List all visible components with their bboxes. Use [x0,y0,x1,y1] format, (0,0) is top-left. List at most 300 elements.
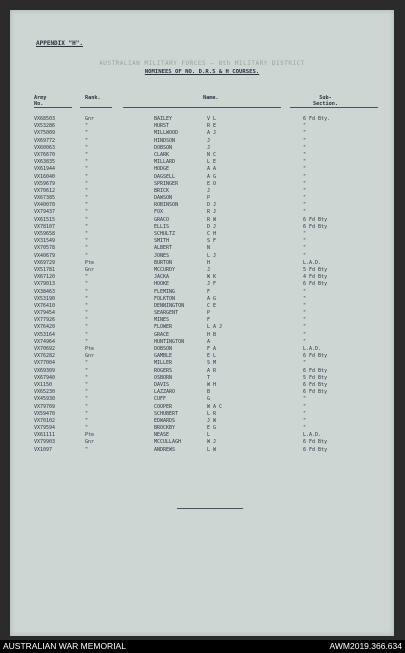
sub-section-cell: " [303,151,307,158]
rank-cell: " [85,389,89,396]
army-no-cell: VX69729 [34,259,56,266]
table-row [10,281,394,288]
sub-section-cell: " [303,396,307,403]
table-row [10,253,394,260]
initials-cell: T [207,374,211,381]
table-row [10,195,394,202]
table-row [10,339,394,346]
army-no-cell: VX40070 [34,202,56,209]
name-cell: ANDREWS [154,446,176,453]
initials-cell: W J [207,439,217,446]
sub-section-cell: " [303,295,307,302]
army-no-cell: VX59470 [34,410,56,417]
army-no-cell: VX74964 [34,338,56,345]
initials-cell: P [207,195,211,202]
sub-section-cell: " [303,324,307,331]
table-row [10,217,394,224]
table-row [10,188,394,195]
sub-section-cell: 6 Fd Bty [303,381,328,388]
initials-cell: L J [207,252,217,259]
initials-cell: V L [207,116,217,122]
army-no-cell: VX76282 [34,353,56,360]
army-no-cell: VX78107 [34,223,56,230]
army-no-cell: VX65230 [34,389,56,396]
initials-cell: R E [207,123,217,130]
army-no-cell: VX45930 [34,396,56,403]
sub-section-cell: " [303,245,307,252]
sub-section-cell: 6 Fd Bty [303,439,328,446]
initials-cell: L A J [207,324,223,331]
name-cell: GRACO [154,216,170,223]
initials-cell: L W [207,446,217,453]
sub-section-cell: " [303,317,307,324]
rank-cell: " [85,281,89,288]
sub-section-cell: " [303,209,307,216]
rank-cell: " [85,245,89,252]
table-row [10,382,394,389]
document-page [10,10,394,636]
header-rule-name [123,107,281,108]
army-no-cell: VX67940 [34,374,56,381]
army-no-cell: VX77004 [34,360,56,367]
initials-cell: S F [207,238,217,245]
rank-cell: Gnr [85,116,95,122]
rank-cell: Pte [85,259,95,266]
name-cell: MILLER [154,360,173,367]
table-row [10,166,394,173]
name-cell: SCHUBERT [154,410,179,417]
name-cell: FOLKTON [154,295,176,302]
rank-cell: Gnr [85,439,95,446]
initials-cell: F A [207,346,217,352]
sub-section-cell: " [303,144,307,151]
name-cell: SMITH [154,238,170,245]
sub-section-cell: " [303,187,307,194]
army-no-cell: VX79709 [34,403,56,410]
rank-cell: " [85,238,89,245]
army-no-cell: VX59679 [34,180,56,187]
name-cell: BRICK [154,187,170,194]
col-header-sub-section [313,95,338,107]
name-cell: DENNINGTON [154,302,185,309]
initials-cell: W K [207,274,217,281]
rank-cell: " [85,360,89,367]
letterhead-watermark: AUSTRALIAN MILITARY FORCES – 8th MILITARY DISTRICT [99,60,305,67]
rank-cell: " [85,324,89,331]
sub-section-cell: " [303,123,307,130]
name-cell: CUFF [154,396,167,403]
sub-section-cell: " [303,231,307,237]
initials-cell: J W [207,417,217,424]
table-row [10,375,394,382]
sub-section-cell: " [303,202,307,209]
initials-cell: C E [207,302,217,309]
sub-section-cell: L.A.D. [303,346,322,352]
army-no-cell: VX53190 [34,295,56,302]
rank-cell: " [85,137,89,144]
rank-cell: " [85,425,89,432]
sub-section-cell: 5 Fd Bty [303,266,328,273]
rank-cell: " [85,410,89,417]
name-cell: COOPER [154,403,173,410]
rank-cell: Pte [85,432,95,439]
initials-cell: A [207,338,211,345]
army-no-cell: VX79013 [34,281,56,288]
army-no-cell: VX61515 [34,216,56,223]
army-no-cell: VX53164 [34,331,56,338]
initials-cell: A G [207,173,217,180]
col-header-name: Name. [203,95,219,101]
sub-section-cell: 6 Fd Bty. [303,116,331,122]
initials-cell: L E [207,159,217,166]
army-no-cell: VX67120 [34,274,56,281]
table-row [10,310,394,317]
table-row [10,274,394,281]
name-cell: FLEMING [154,288,176,295]
initials-cell: W A C [207,403,223,410]
rank-cell: " [85,367,89,374]
table-row [10,181,394,188]
table-row [10,303,394,310]
rank-cell: " [85,223,89,230]
end-rule [177,508,243,509]
initials-cell: D J [207,202,217,209]
table-row [10,224,394,231]
table-row [10,368,394,375]
name-cell: ROBINSON [154,202,179,209]
table-row [10,245,394,252]
name-cell: MILLWOOD [154,130,179,137]
sub-section-cell: " [303,238,307,245]
army-no-cell: VX1150 [34,381,53,388]
archive-reference: AWM2019.366.634 [329,641,402,651]
sub-section-cell: " [303,173,307,180]
name-cell: OSBORN [154,374,173,381]
table-row [10,346,394,353]
name-cell: HURST [154,123,170,130]
col-header-army-no-line2: No. [34,101,44,107]
sub-section-cell: " [303,130,307,137]
initials-cell: R W [207,216,217,223]
name-cell: MILLARD [154,159,176,166]
rank-cell: " [85,274,89,281]
sub-section-cell: " [303,360,307,367]
army-no-cell: VX76420 [34,324,56,331]
rank-cell: " [85,302,89,309]
name-cell: NEASE [154,432,170,439]
sub-section-cell: 6 Fd Bty [303,216,328,223]
sub-section-cell: " [303,180,307,187]
col-header-sub-section-line2: Section. [313,101,338,107]
initials-cell: F [207,317,211,324]
initials-cell: S M [207,360,217,367]
table-row [10,267,394,274]
sub-section-cell: 6 Fd Bty [303,446,328,453]
army-no-cell: VX61944 [34,166,56,173]
rank-cell: " [85,187,89,194]
initials-cell: E G [207,425,217,432]
army-no-cell: VX70578 [34,245,56,252]
sub-section-cell: L.A.D. [303,432,322,439]
army-no-cell: VX63835 [34,159,56,166]
rank-cell: " [85,310,89,317]
initials-cell: A G [207,295,217,302]
army-no-cell: VX79903 [34,439,56,446]
sub-section-cell: 6 Fd Bty [303,223,328,230]
name-cell: MCCULLAGH [154,439,182,446]
rank-cell: " [85,151,89,158]
army-no-cell: VX70102 [34,417,56,424]
name-cell: JACKA [154,274,170,281]
rank-cell: " [85,331,89,338]
table-row [10,238,394,245]
name-cell: JONES [154,252,170,259]
army-no-cell: VX67385 [34,195,56,202]
sub-section-cell: " [303,252,307,259]
army-no-cell: VX59658 [34,231,56,237]
initials-cell: J [207,137,211,144]
name-cell: HODGE [154,166,170,173]
table-row [10,317,394,324]
nominee-table [10,116,394,454]
army-no-cell: VX1097 [34,446,53,453]
name-cell: DOBSON [154,144,173,151]
sub-section-cell: 6 Fd Bty [303,389,328,396]
name-cell: FLOWER [154,324,173,331]
name-cell: FOX [154,209,164,216]
rank-cell: " [85,374,89,381]
table-row [10,324,394,331]
initials-cell: P [207,310,211,317]
name-cell: EDWARDS [154,417,176,424]
army-no-cell: VX69309 [34,367,56,374]
name-cell: DAGSELL [154,173,176,180]
initials-cell: B [207,389,211,396]
rank-cell: " [85,209,89,216]
sub-section-cell: 5 Fd Bty [303,374,328,381]
rank-cell: " [85,252,89,259]
name-cell: BURTON [154,259,173,266]
name-cell: GRACE [154,331,170,338]
rank-cell: " [85,202,89,209]
initials-cell: H B [207,331,217,338]
name-cell: SEARGENT [154,310,179,317]
table-row [10,332,394,339]
table-row [10,116,394,123]
sub-section-cell: " [303,137,307,144]
table-row [10,138,394,145]
initials-cell: J [207,187,211,194]
table-row [10,145,394,152]
header-rule-rank [80,107,112,108]
table-row [10,159,394,166]
army-no-cell: VX70692 [34,346,56,352]
army-no-cell: VX79437 [34,209,56,216]
sub-section-cell: 6 Fd Bty [303,281,328,288]
rank-cell: " [85,295,89,302]
initials-cell: L [207,432,211,439]
rank-cell: " [85,195,89,202]
army-no-cell: VX79594 [34,425,56,432]
archive-credit: AUSTRALIAN WAR MEMORIAL [3,641,126,651]
name-cell: GAMBLE [154,353,173,360]
initials-cell: A J [207,130,217,137]
table-row [10,123,394,130]
initials-cell: J [207,144,211,151]
name-cell: DAWSON [154,195,173,202]
col-header-sub-section-line1: Sub- [319,95,332,101]
army-no-cell: VX76410 [34,302,56,309]
table-row [10,404,394,411]
rank-cell: " [85,403,89,410]
rank-cell: " [85,180,89,187]
army-no-cell: VX60063 [34,144,56,151]
table-row [10,447,394,454]
rank-cell: " [85,166,89,173]
army-no-cell: VX77926 [34,317,56,324]
initials-cell: R J [207,209,217,216]
initials-cell: N [207,245,211,252]
initials-cell: H [207,259,211,266]
army-no-cell: VX61111 [34,432,56,439]
rank-cell: Gnr [85,353,95,360]
name-cell: BAILEY [154,116,173,122]
rank-cell: " [85,446,89,453]
army-no-cell: VX51781 [34,266,56,273]
archive-footer [0,640,405,653]
army-no-cell: VX79454 [34,310,56,317]
name-cell: ROGERS [154,367,173,374]
rank-cell: Gnr [85,266,95,273]
initials-cell: N C [207,151,217,158]
army-no-cell: VX76670 [34,151,56,158]
table-row [10,360,394,367]
sub-section-cell: " [303,425,307,432]
col-header-rank: Rank. [85,95,101,101]
initials-cell: G [207,396,211,403]
army-no-cell: VX31549 [34,238,56,245]
table-row [10,432,394,439]
initials-cell: D J [207,223,217,230]
rank-cell: " [85,144,89,151]
rank-cell: " [85,288,89,295]
name-cell: SCHULTZ [154,231,176,237]
rank-cell: " [85,123,89,130]
sub-section-cell: " [303,166,307,173]
table-row [10,425,394,432]
name-cell: BROCKBY [154,425,176,432]
initials-cell: J F [207,281,217,288]
rank-cell: Pte [85,346,95,352]
document-subtitle: NOMINEES OF NO. D.R.S & H COURSES. [144,69,260,75]
name-cell: SPRINGER [154,180,179,187]
initials-cell: W H [207,381,217,388]
name-cell: MCCURDY [154,266,176,273]
table-row [10,411,394,418]
table-row [10,389,394,396]
sub-section-cell: " [303,338,307,345]
rank-cell: " [85,216,89,223]
table-row [10,209,394,216]
table-row [10,439,394,446]
initials-cell: C H [207,231,217,237]
rank-cell: " [85,317,89,324]
header-rule-army-no [34,107,72,108]
army-no-cell: VX70612 [34,187,56,194]
initials-cell: E O [207,180,217,187]
appendix-heading: APPENDIX "H". [36,40,83,47]
table-row [10,396,394,403]
table-row [10,202,394,209]
sub-section-cell: 6 Fd Bty [303,367,328,374]
header-rule-sub-section [290,107,378,108]
rank-cell: " [85,130,89,137]
army-no-cell: VX69772 [34,137,56,144]
sub-section-cell: 6 Fd Bty [303,353,328,360]
sub-section-cell: L.A.D. [303,259,322,266]
sub-section-cell: 4 Fd Bty [303,274,328,281]
army-no-cell: VX40679 [34,252,56,259]
name-cell: ELLIS [154,223,170,230]
table-row [10,152,394,159]
table-row [10,296,394,303]
army-no-cell: VX53286 [34,123,56,130]
table-row [10,418,394,425]
name-cell: LAZZARO [154,389,176,396]
name-cell: ALBERT [154,245,173,252]
name-cell: HUNTINGTON [154,338,185,345]
sub-section-cell: " [303,159,307,166]
army-no-cell: VX38463 [34,288,56,295]
sub-section-cell: " [303,331,307,338]
army-no-cell: VX16040 [34,173,56,180]
sub-section-cell: " [303,410,307,417]
sub-section-cell: " [303,288,307,295]
sub-section-cell: " [303,195,307,202]
col-header-army-no [34,95,47,107]
table-row [10,231,394,238]
name-cell: CLARK [154,151,170,158]
table-row [10,289,394,296]
sub-section-cell: " [303,417,307,424]
name-cell: HOOKE [154,281,170,288]
rank-cell: " [85,381,89,388]
initials-cell: E L [207,353,217,360]
table-row [10,260,394,267]
col-header-army-no-line1: Army [34,95,47,101]
table-row [10,353,394,360]
rank-cell: " [85,231,89,237]
initials-cell: J [207,266,211,273]
name-cell: HINDSON [154,137,176,144]
sub-section-cell: " [303,403,307,410]
rank-cell: " [85,159,89,166]
name-cell: DAVIS [154,381,170,388]
rank-cell: " [85,417,89,424]
rank-cell: " [85,338,89,345]
table-row [10,174,394,181]
rank-cell: " [85,173,89,180]
initials-cell: F [207,288,211,295]
army-no-cell: VX68503 [34,116,56,122]
initials-cell: L R [207,410,217,417]
table-row [10,130,394,137]
army-no-cell: VX75009 [34,130,56,137]
sub-section-cell: " [303,302,307,309]
name-cell: MINES [154,317,170,324]
initials-cell: A A [207,166,217,173]
initials-cell: A R [207,367,217,374]
